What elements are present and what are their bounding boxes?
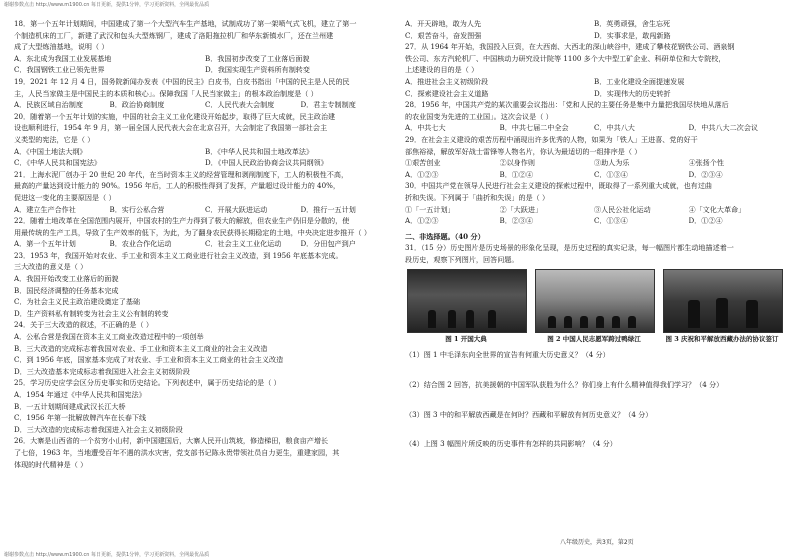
option-text: ①艰苦创业 <box>405 158 441 168</box>
option-text: B．政治协商制度 <box>109 100 165 110</box>
option-row <box>14 99 396 111</box>
question-line: 铁公司、东方汽轮机厂、中国核动力研究设计院等 1100 多个大中型工矿企业、科研单位和大专院校， <box>405 53 726 63</box>
founding-ceremony-photo <box>407 269 527 333</box>
question-line: 最高的产量达到设计能力的 90%。1956 年后，工人的积极性得到了发挥，产量超过设计能力的 40%， <box>14 181 340 191</box>
question-line: 29．在社会主义建设的艰苦历程中涌现出许多优秀的人物，如果为「铁人」王进喜、党的好干 <box>405 134 698 144</box>
option-text: A．民族区域自治制度 <box>14 100 83 110</box>
question-line: 三大改造的意义是（ ） <box>14 262 88 272</box>
question-31-2: （2）结合图 2 回答，抗美援朝的中国军队获胜为什么？你们身上有什么精神值得我们学习？（4 分） <box>405 380 724 390</box>
option-text: A．开天辟地，敢为人先 <box>405 19 482 28</box>
question-line: A．1954 年通过《中华人民共和国宪法》 <box>14 390 146 399</box>
question-line: 体现的时代精神是（ ） <box>14 459 88 469</box>
option-text: C．探索建设社会主义道路 <box>405 88 489 98</box>
option-text: A．中共七大 <box>405 123 446 133</box>
option-text: ①「一五计划」 <box>405 204 455 214</box>
option-row <box>14 157 396 169</box>
volunteer-army-photo <box>535 269 655 333</box>
option-row <box>405 88 783 100</box>
option-text: B．中共七届二中全会 <box>499 123 569 133</box>
option-text: C．①③④ <box>594 216 628 226</box>
option-text: A．①②③ <box>405 169 439 179</box>
option-row <box>405 215 783 227</box>
option-text: D．《中国人民政治协商会议共同纲领》 <box>205 158 328 168</box>
option-text: C．人民代表大会制度 <box>205 100 275 110</box>
right-column <box>405 18 783 548</box>
option-row <box>405 157 783 169</box>
option-text: D．推行一五计划 <box>300 204 356 214</box>
option-row <box>405 18 783 30</box>
question-line: 部焦裕禄，解放军好战士雷锋等人物名片，你认为最适切的一组排序是（ ） <box>405 146 642 156</box>
question-line: C．为社会主义民主政治建设奠定了基础 <box>14 297 141 307</box>
photo-figure-2 <box>535 269 655 347</box>
option-text: D．实现伟大的历史转折 <box>594 88 671 98</box>
question-line: C．1956 年第一批解放牌汽车在长春下线 <box>14 413 147 423</box>
question-line: 31．（15 分）历史图片是历史场景的形象化呈现，是历史过程的真实记录，每一幅图片都生动地描述着一 <box>405 243 734 253</box>
question-line: D．三大改造的完成标志着我国进入社会主义初级阶段 <box>14 424 183 434</box>
option-text: B．工业化建设全面提速发展 <box>594 76 685 86</box>
photo-figure-1 <box>407 269 527 347</box>
option-row <box>14 204 396 216</box>
scan-header-watermark: 谢谢参数点击 http://www.m1900.cn 每日更新，提供1分钟，学习更新资料，全网最优品质 <box>4 2 210 8</box>
option-text: C．我国钢铁工业已领先世界 <box>14 65 105 75</box>
option-text: D．①②④ <box>688 216 723 226</box>
option-text: B．①②④ <box>499 169 534 179</box>
option-text: ④张扬个性 <box>688 158 724 168</box>
question-line: 用最传统的生产工具，导致了生产效率的低下，为此，为了翻身农民获得长期稳定的土地，中央决定进步推开（ ） <box>14 227 371 237</box>
question-line: 22．随着土地改革在全国范围内展开，中国农村的生产力得到了极大的解放，但农业生产仍旧是分散的，使 <box>14 216 350 226</box>
option-row <box>405 169 783 181</box>
option-text: B．农业合作化运动 <box>109 239 172 249</box>
question-line: 设也顺利进行，1954 年 9 月，第一届全国人民代表大会在北京召开，大会制定了我国第一部社会主 <box>14 123 328 133</box>
option-text: D．分田包产到户 <box>300 239 356 249</box>
option-text: A．《中国土地法大纲》 <box>14 146 87 156</box>
question-31-4: （4）上图 3 幅图片所反映的历史事件有怎样的共同影响？（4 分） <box>405 439 617 449</box>
question-line: 义类型的宪法，它是（ ） <box>14 134 95 144</box>
question-line: 28．1956 年，中国共产党的某次重要会议指出：「党和人民的主要任务是集中力量把我国尽快地从落后 <box>405 100 729 110</box>
question-line: 个制造机床的工厂，新建了武汉和包头大型炼钢厂，建成了洛阳拖拉机厂和华东新镇水厂，还在兰州建 <box>14 30 334 40</box>
scan-footer-watermark: 谢谢参数点击 http://www.m1900.cn 每日更新，提供1分钟，学习更新资料，全网最优品质 <box>4 552 210 558</box>
option-row <box>14 64 396 76</box>
question-line: 25．学习历史应学会区分历史事实和历史结论。下列表述中，属于历史结论的是（ ） <box>14 378 281 388</box>
page-number: 八年级历史，共3页，第2页 <box>560 539 634 546</box>
question-line: 段历史，观察下列图片，回答问题。 <box>405 254 519 264</box>
option-row <box>405 76 783 88</box>
option-row <box>405 122 783 134</box>
question-line: B．三大改造的完成标志着我国对农业、手工业和资本主义工商业的社会主义改造 <box>14 343 268 353</box>
option-text: C．《中华人民共和国宪法》 <box>14 158 102 168</box>
question-line: D．三大改造基本完成标志着我国进入社会主义初级阶段 <box>14 366 190 376</box>
tibet-agreement-photo <box>663 269 783 333</box>
option-text: ③助人为乐 <box>594 158 630 168</box>
option-text: D．中共八大二次会议 <box>688 123 759 133</box>
question-31-1: （1）图 1 中毛泽东向全世界的宣告有何重大历史意义？（4 分） <box>405 350 610 360</box>
option-text: ②以身作则 <box>499 158 535 168</box>
section-title: 二、非选择题。（40 分） <box>405 231 485 241</box>
option-row <box>14 238 396 250</box>
question-line: 促进这一变化的主要原因是（ ） <box>14 192 116 202</box>
question-line: 上述建设的目的是（ ） <box>405 65 479 75</box>
question-line: 成了大型炼油基地，说明（ ） <box>14 42 109 52</box>
option-text: C．①③④ <box>594 169 628 179</box>
right-question-block <box>405 18 783 227</box>
option-text: B．我国初步改变了工业落后面貌 <box>205 53 310 63</box>
question-line: 20．随着第一个五年计划的实施，中国的社会主义工业化建设开始起步，取得了巨大成就，民主政治建 <box>14 111 336 121</box>
question-line: 18．第一个五年计划期间，中国建成了第一个大型汽车生产基地，试制成功了第一架喷气式飞机，建立了第一 <box>14 19 357 28</box>
option-text: ②「大跃进」 <box>499 204 543 214</box>
option-row <box>14 53 396 65</box>
question-line: 折和失误。下列属于「曲折和失误」的是（ ） <box>405 192 550 202</box>
option-text: A．推进社会主义初级阶段 <box>405 76 489 86</box>
question-line: 19．2021 年 12 月 4 日，国务院新闻办发表《中国的民主》白皮书，白皮书指出「中国的民主是人民的民 <box>14 76 350 86</box>
option-text: B．②③④ <box>499 216 534 226</box>
question-31-3: （3）图 3 中的和平解放西藏是在何时？西藏和平解放有何历史意义？（4 分） <box>405 409 653 419</box>
option-text: C．艰苦奋斗，奋发图强 <box>405 30 482 40</box>
photo-figure-3 <box>663 269 783 347</box>
left-column <box>14 18 396 548</box>
question-line: 24．关于三大改造的叙述，不正确的是（ ） <box>14 320 153 330</box>
option-text: C．开展大跃进运动 <box>205 204 268 214</box>
option-text: ③人民公社化运动 <box>594 204 651 214</box>
option-text: D．君主专制制度 <box>300 100 356 110</box>
question-line: B．国民经济调整的任务基本完成 <box>14 285 119 295</box>
question-line: 26．大寨是山西省的一个贫穷小山村，新中国建国后，大寨人民开山筑坡，修造梯田，粮食亩产增长 <box>14 436 329 446</box>
question-line: 的农业国变为先进的工业国」。这次会议是（ ） <box>405 111 553 121</box>
question-line: 21．上海水泥厂创办于 20 世纪 20 年代，在当时资本主义的经营管理和剥削制度下，工人的积极性不高， <box>14 169 349 179</box>
option-row <box>14 146 396 158</box>
question-line: A．公私合营是我国在资本主义工商业改造过程中的一项创举 <box>14 332 204 342</box>
photo-caption-1: 图 1 开国大典 <box>445 335 487 344</box>
option-row <box>405 204 783 216</box>
question-line: B．一五计划期间建成武汉长江大桥 <box>14 401 126 411</box>
option-text: A．第一个五年计划 <box>14 239 76 249</box>
photo-row <box>407 269 783 347</box>
option-text: A．①②③ <box>405 216 439 226</box>
option-text: D．②③④ <box>688 169 723 179</box>
option-text: D．我国实现生产资料所有制转变 <box>205 65 310 75</box>
option-text: B．《中华人民共和国土地改革法》 <box>205 146 314 156</box>
question-line: 主，人民当家做主是中国民主的本质和核心」。保障我国「人民当家做主」的根本政治制度是（ ） <box>14 88 318 98</box>
question-line: 27．从 1964 年开始，我国投入巨资，在大西南、大西北的深山峡谷中，建成了攀枝花钢铁公司、酒泉钢 <box>405 42 735 52</box>
photo-caption-2: 图 2 中国人民志愿军跨过鸭绿江 <box>547 335 641 344</box>
option-text: ④「文化大革命」 <box>688 204 746 214</box>
option-text: D．实事求是，敢闯新路 <box>594 30 671 40</box>
question-line: 23．1953 年，我国开始对农业、手工业和资本主义工商业进行社会主义改造，到 1956 年底基本完成。 <box>14 250 343 260</box>
q31-intro <box>405 242 783 265</box>
question-line: 30．中国共产党在领导人民进行社会主义建设的探索过程中，既取得了一系列重大成就，也有过曲 <box>405 181 712 191</box>
option-text: B．英勇顽强，舍生忘死 <box>594 19 671 28</box>
option-text: C．中共八大 <box>594 123 635 133</box>
photo-caption-3: 图 3 庆祝和平解放西藏办法的协议签订 <box>665 335 779 344</box>
option-text: C．社会主义工业化运动 <box>205 239 282 249</box>
question-line: C．到 1956 年底，国家基本完成了对农业、手工业和资本主义工商业的社会主义改造 <box>14 355 284 365</box>
option-text: A．东北成为我国工业发展基地 <box>14 53 112 63</box>
option-text: A．建立生产合作社 <box>14 204 76 214</box>
question-line: A．我国开始改变工业落后的面貌 <box>14 274 119 284</box>
question-line: 了七倍，1963 年，当地遭受百年不遇的洪水灾害，党支部书记陈永贵带领社员自力更生，重建家园，其 <box>14 447 340 457</box>
option-row <box>405 30 783 42</box>
question-line: D．生产资料私有制转变为社会主义公有制的转变 <box>14 308 169 318</box>
option-text: B．实行公私合营 <box>109 204 165 214</box>
